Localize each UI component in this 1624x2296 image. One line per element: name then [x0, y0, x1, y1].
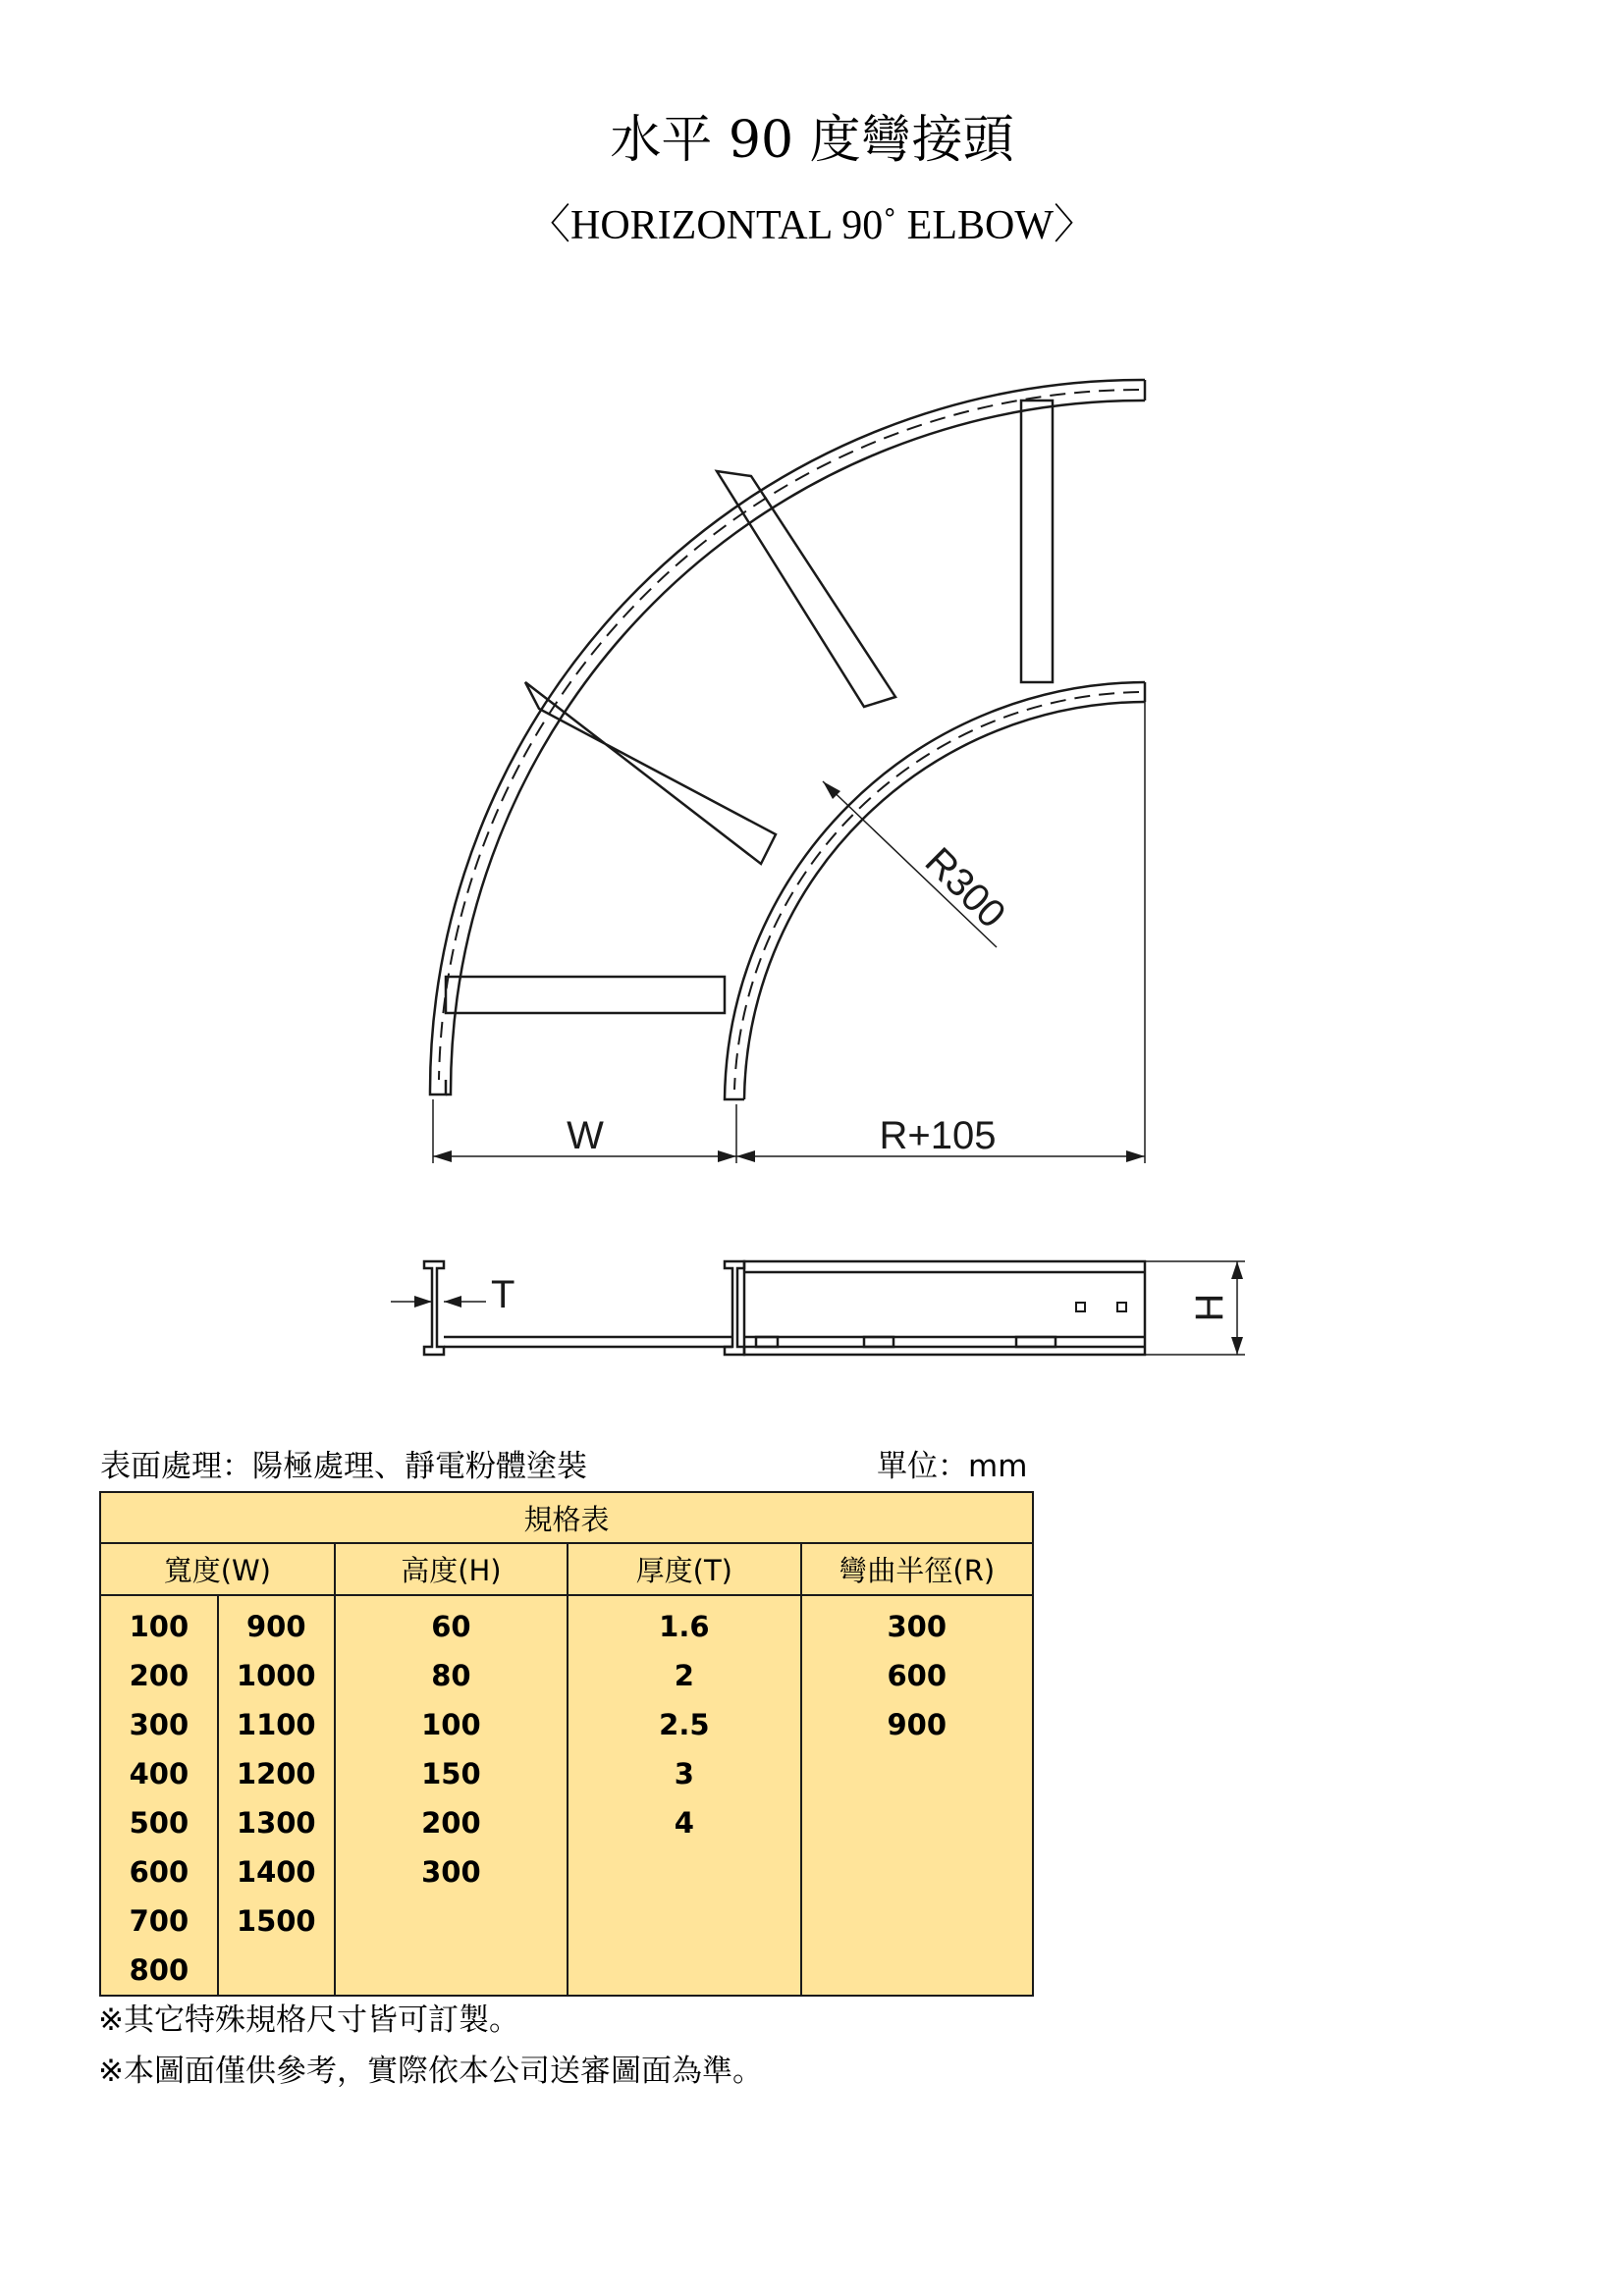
side-view-rung-1 [756, 1337, 778, 1347]
t-arrow-right [444, 1296, 461, 1308]
cell-radius: 300 [801, 1595, 1033, 1651]
surface-treatment: 表面處理：陽極處理、靜電粉體塗裝 [100, 1449, 587, 1484]
cell-thickness [568, 1896, 800, 1946]
table-row [100, 1651, 1033, 1700]
note-custom-sizes: ※其它特殊規格尺寸皆可訂製。 [98, 2002, 519, 2038]
rung-diagonal-lower [525, 682, 776, 864]
unit-label: 單位：mm [877, 1449, 1028, 1484]
table-row [100, 1700, 1033, 1749]
cell-width-b: 1400 [218, 1847, 335, 1896]
cell-width-a: 300 [100, 1700, 218, 1749]
arrow-w-right [718, 1150, 736, 1162]
rung-horizontal-bottom [446, 977, 725, 1013]
label-h: H [1188, 1293, 1231, 1322]
cell-radius [801, 1749, 1033, 1798]
cell-width-b: 1300 [218, 1798, 335, 1847]
table-title: 規格表 [100, 1492, 1033, 1543]
cell-radius: 900 [801, 1700, 1033, 1749]
section-left-profile [424, 1261, 444, 1355]
cell-width-b: 1100 [218, 1700, 335, 1749]
cell-radius [801, 1847, 1033, 1896]
cell-width-a: 200 [100, 1651, 218, 1700]
cell-thickness: 2 [568, 1651, 800, 1700]
cell-height [335, 1896, 568, 1946]
cell-width-b: 1000 [218, 1651, 335, 1700]
table-row [100, 1847, 1033, 1896]
cell-radius [801, 1896, 1033, 1946]
table-row [100, 1749, 1033, 1798]
h-arrow-top [1231, 1261, 1243, 1279]
cell-thickness: 3 [568, 1749, 800, 1798]
side-view-rung-3 [1016, 1337, 1056, 1347]
cell-radius [801, 1798, 1033, 1847]
cell-height [335, 1946, 568, 1996]
cell-width-a: 400 [100, 1749, 218, 1798]
header-width: 寬度(W) [100, 1543, 335, 1595]
cell-height: 300 [335, 1847, 568, 1896]
cell-thickness: 1.6 [568, 1595, 800, 1651]
side-view-rung-2 [864, 1337, 893, 1347]
cell-thickness [568, 1946, 800, 1996]
header-height: 高度(H) [335, 1543, 568, 1595]
inner-rail-inner-edge [744, 702, 1145, 1099]
cell-height: 150 [335, 1749, 568, 1798]
cell-width-a: 600 [100, 1847, 218, 1896]
note-reference-only: ※本圖面僅供參考，實際依本公司送審圖面為準。 [98, 2054, 763, 2089]
arrow-r-right [1126, 1150, 1145, 1162]
cell-thickness [568, 1847, 800, 1896]
table-row [100, 1798, 1033, 1847]
cell-radius: 600 [801, 1651, 1033, 1700]
arrow-w-left [433, 1150, 452, 1162]
cell-width-a: 100 [100, 1595, 218, 1651]
table-row [100, 1595, 1033, 1651]
cell-thickness: 4 [568, 1798, 800, 1847]
inner-rail-outer-edge [725, 682, 1145, 1099]
cell-width-a: 500 [100, 1798, 218, 1847]
cell-height: 200 [335, 1798, 568, 1847]
cell-width-b: 1500 [218, 1896, 335, 1946]
page-subtitle: 〈HORIZONTAL 90˚ ELBOW〉 [529, 203, 1095, 248]
t-arrow-left [414, 1296, 432, 1308]
outer-rail-outer-edge [430, 380, 1145, 1095]
side-view-hole-2 [1117, 1303, 1126, 1311]
outer-rail-inner-edge [446, 400, 1145, 1095]
arrow-r-left [736, 1150, 755, 1162]
label-r-plus: R+105 [879, 1114, 997, 1157]
cell-width-b [218, 1946, 335, 1996]
label-radius: R300 [916, 839, 1014, 936]
section-right-profile [725, 1261, 744, 1355]
rung-diagonal-upper [717, 471, 895, 707]
table-row [100, 1896, 1033, 1946]
cell-width-b: 900 [218, 1595, 335, 1651]
cell-width-a: 800 [100, 1946, 218, 1996]
cell-radius [801, 1946, 1033, 1996]
cell-width-a: 700 [100, 1896, 218, 1946]
rung-vertical-top [1021, 400, 1053, 682]
cell-thickness: 2.5 [568, 1700, 800, 1749]
page-title: 水平 90 度彎接頭 [610, 111, 1014, 170]
header-thickness: 厚度(T) [568, 1543, 800, 1595]
cell-height: 60 [335, 1595, 568, 1651]
cell-width-b: 1200 [218, 1749, 335, 1798]
table-row [100, 1946, 1033, 1996]
h-arrow-bottom [1231, 1337, 1243, 1355]
side-view-hole-1 [1076, 1303, 1085, 1311]
label-w: W [567, 1114, 604, 1157]
spec-table [99, 1491, 1034, 1997]
label-t: T [491, 1273, 515, 1316]
cell-height: 80 [335, 1651, 568, 1700]
cell-height: 100 [335, 1700, 568, 1749]
header-radius: 彎曲半徑(R) [801, 1543, 1033, 1595]
